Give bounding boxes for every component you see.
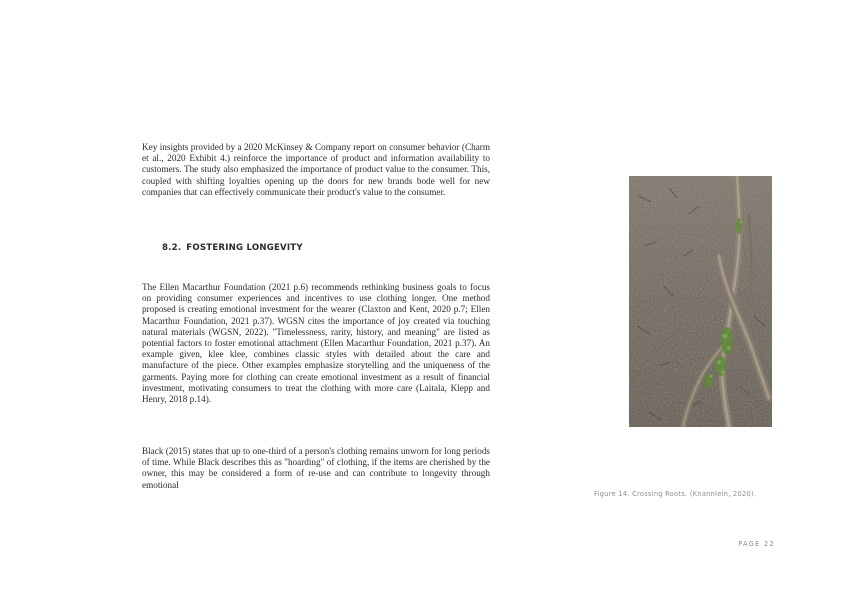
- figure-caption: Figure 14. Crossing Roots. (Knannlein, 2020).: [594, 490, 757, 498]
- paragraph-consumer-insights: Key insights provided by a 2020 McKinsey & Company report on consumer behavior (Charm et al., 2020 Exhibit 4.) reinforce the importance of product and information availability to customers. The study also emphasized the importance of product value to the consumer. This, coupled with shifting loyalties opening up the doors for new brands bode well for new companies that can effectively communicate their product's value to the consumer.: [142, 142, 490, 197]
- section-title: FOSTERING LONGEVITY: [186, 243, 303, 253]
- paragraph-emotional-investment: The Ellen Macarthur Foundation (2021 p.6) recommends rethinking business goals to focus on providing consumer experiences and incentives to use clothing longer. One method proposed is creating emotional investment for the wearer (Claxton and Kent, 2020 p.7; Ellen Macarthur Foundation, 2021 p.37). WGSN cites the importance of joy created via touching natural materials (WGSN, 2022). "Timelessness, rarity, history, and meaning" are listed as potential factors to foster emotional attachment (Ellen Macarthur Foundation, 2021 p.37). An example given, klee klee, combines classic styles with detailed about the care and manufacture of the piece. Other examples emphasize storytelling and the uniqueness of the garments. Paying more for clothing can create emotional investment as a result of financial investment, motivating consumers to treat the clothing with more care (Laitala, Klepp and Henry, 2018 p.14).: [142, 282, 490, 405]
- paragraph-unworn-clothing: Black (2015) states that up to one-third of a person's clothing remains unworn for long periods of time. While Black describes this as "hoarding" of clothing, if the items are cherished by the owner, this may be considered a form of re-use and can contribute to longevity through emotional: [142, 446, 490, 490]
- page-number: PAGE 22: [738, 540, 775, 548]
- section-heading: [162, 243, 462, 253]
- section-number: 8.2.: [162, 243, 182, 253]
- figure-photo-crossing-roots: [629, 176, 772, 427]
